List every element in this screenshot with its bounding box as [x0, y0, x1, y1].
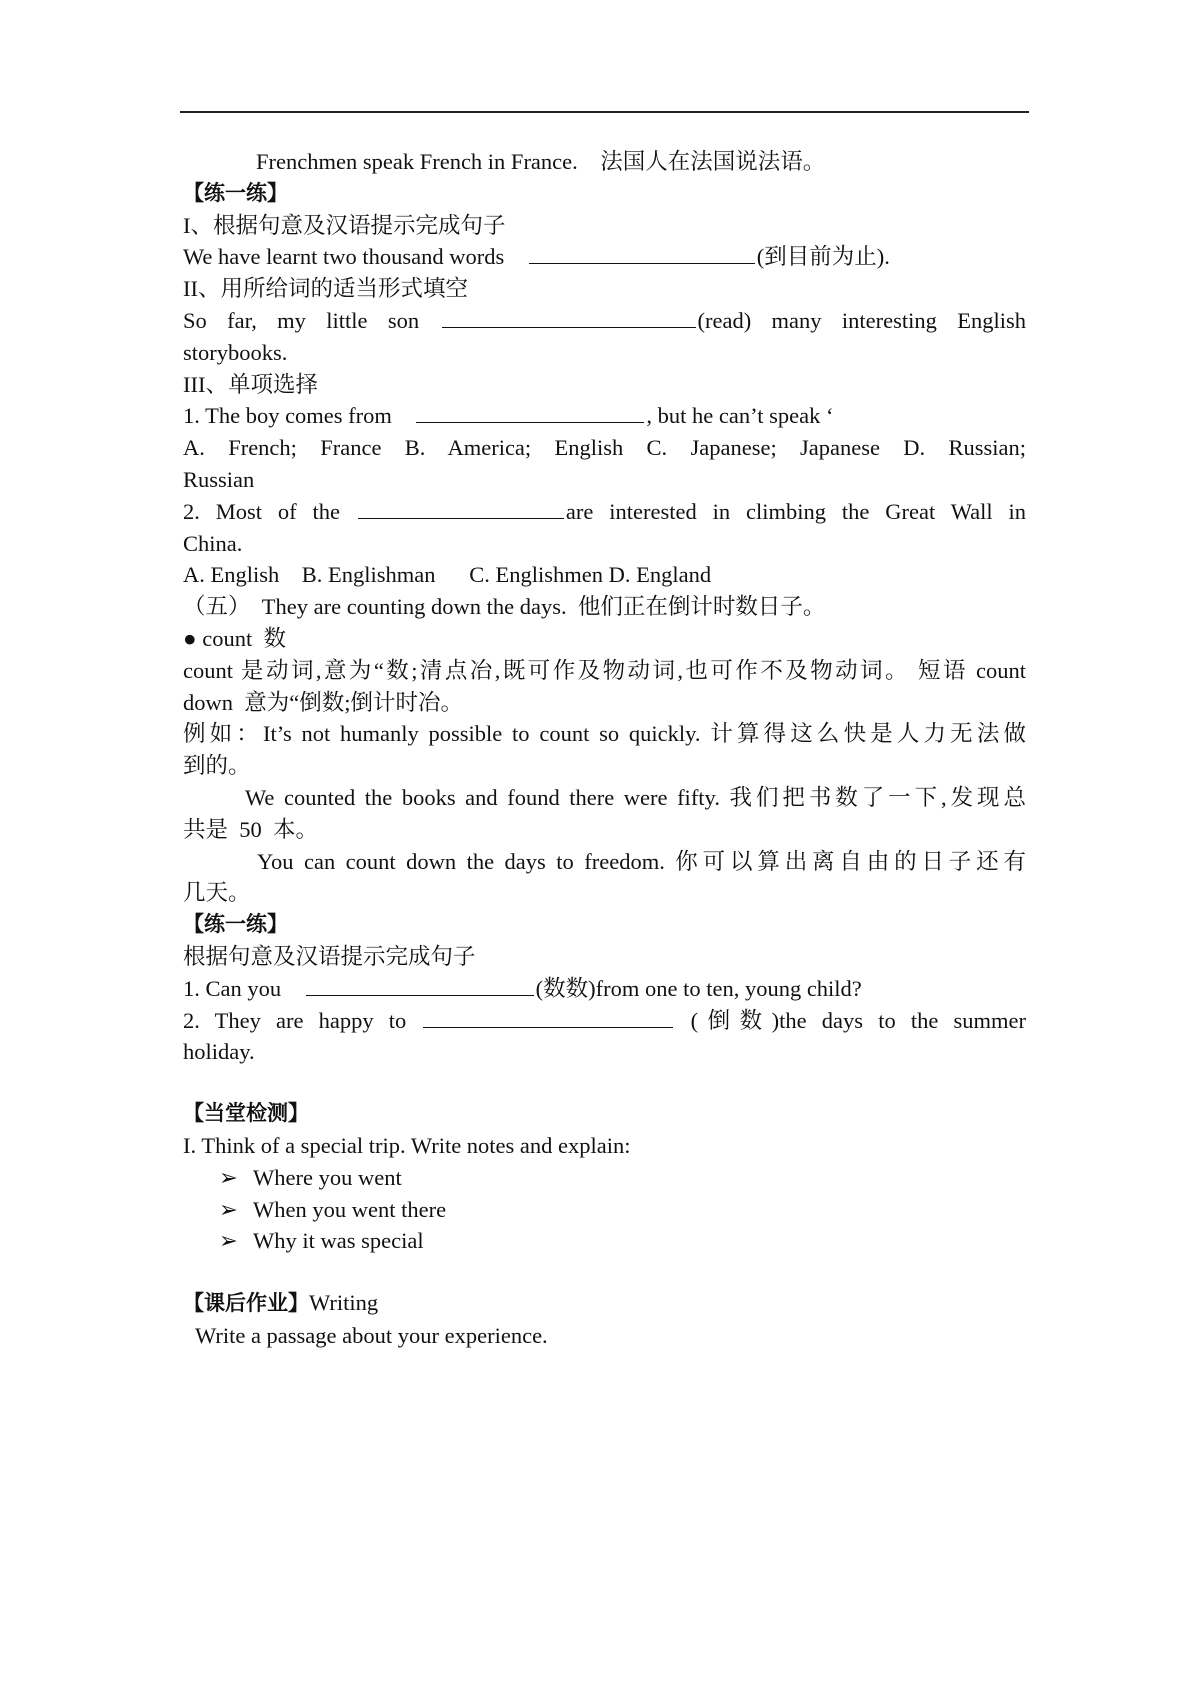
- spacer: [183, 1257, 1026, 1287]
- question-2: [183, 305, 1026, 337]
- arrowhead-bullet-icon: ➢: [219, 1196, 238, 1222]
- question-1: [183, 241, 1026, 273]
- section-heading-practice: 【练一练】: [183, 180, 288, 205]
- question-6: [183, 1005, 1026, 1037]
- example-sentence: Frenchmen speak French in France. 法国人在法国说法语。: [256, 149, 826, 174]
- arrowhead-bullet-icon: ➢: [219, 1164, 238, 1190]
- question-text: 2. Most of the: [183, 498, 341, 524]
- vocab-count: ● count 数: [183, 625, 286, 651]
- section-five-heading: （五） They are counting down the days. 他们正在倒计时数日子。: [183, 594, 826, 620]
- question-2-cont: storybooks.: [183, 339, 288, 365]
- homework-heading-label: 【课后作业】: [183, 1291, 309, 1316]
- arrowhead-bullet-icon: ➢: [219, 1228, 238, 1254]
- bullet-item: [183, 1194, 1026, 1226]
- question-text: are interested in climbing the Great Wall in: [565, 498, 1026, 524]
- section-heading-check: 【当堂检测】: [183, 1101, 309, 1126]
- question-5: [183, 973, 1026, 1005]
- example-2-cont: 共是 50 本。: [183, 816, 319, 842]
- question-hint: (倒数)the days to the summer: [690, 1007, 1026, 1033]
- question-text: So far, my little son: [183, 307, 420, 333]
- question-hint: (到目前为止).: [756, 244, 890, 270]
- section-heading-practice-2: 【练一练】: [183, 912, 288, 937]
- question-text: 2. They are happy to: [183, 1007, 407, 1033]
- question-6-cont: holiday.: [183, 1039, 255, 1065]
- answer-blank[interactable]: [416, 400, 644, 423]
- bullet-item: [183, 1162, 1026, 1194]
- instruction-2: II、用所给词的适当形式填空: [183, 276, 468, 302]
- question-text: 1. The boy comes from: [183, 403, 392, 429]
- instruction-4: 根据句意及汉语提示完成句子: [183, 943, 476, 969]
- task-instruction: I. Think of a special trip. Write notes and explain:: [183, 1132, 631, 1158]
- choice-options-1: A. French; France B. America; English C. Japanese; Japanese D. Russian;: [183, 435, 1026, 461]
- answer-blank[interactable]: [358, 496, 564, 519]
- answer-blank[interactable]: [423, 1005, 673, 1028]
- instruction-3: III、单项选择: [183, 371, 318, 397]
- example-2: We counted the books and found there were fifty. 我们把书数了一下,发现总: [245, 784, 1026, 810]
- worksheet-content: [183, 146, 1026, 1352]
- question-text: We have learnt two thousand words: [183, 244, 505, 270]
- example-3-cont: 几天。: [183, 880, 251, 906]
- instruction-1: I、根据句意及汉语提示完成句子: [183, 212, 506, 238]
- question-text: 1. Can you: [183, 975, 282, 1001]
- bullet-text: Why it was special: [253, 1228, 424, 1254]
- answer-blank[interactable]: [442, 305, 696, 328]
- header-rule: [180, 111, 1029, 113]
- choice-options-2: A. English B. Englishman C. Englishmen D. England: [183, 562, 712, 588]
- question-hint: (read) many interesting English: [697, 307, 1026, 333]
- question-text: , but he can’t speak ‘: [646, 403, 834, 429]
- homework-task: Write a passage about your experience.: [195, 1322, 548, 1348]
- homework-heading: [183, 1287, 1026, 1320]
- choice-question-2-cont: China.: [183, 530, 243, 556]
- answer-blank[interactable]: [306, 973, 534, 996]
- homework-heading-topic: Writing: [309, 1290, 379, 1316]
- explanation-line-1: count 是动词,意为“数;清点冶,既可作及物动词,也可作不及物动词。 短语 count: [183, 657, 1026, 683]
- choice-options-1-cont: Russian: [183, 466, 255, 492]
- choice-question-2: [183, 496, 1026, 528]
- spacer: [183, 1068, 1026, 1098]
- explanation-line-2: down 意为“倒数;倒计时冶。: [183, 689, 463, 715]
- bullet-text: Where you went: [253, 1164, 402, 1190]
- bullet-text: When you went there: [253, 1196, 447, 1222]
- choice-question-1: [183, 400, 1026, 432]
- example-1: 例如：It’s not humanly possible to count so quickly. 计算得这么快是人力无法做: [183, 721, 1026, 747]
- example-3: You can count down the days to freedom. 你可以算出离自由的日子还有: [257, 848, 1026, 874]
- example-1-cont: 到的。: [183, 753, 251, 779]
- bullet-item: [183, 1225, 1026, 1257]
- answer-blank[interactable]: [529, 241, 755, 264]
- question-hint: (数数)from one to ten, young child?: [535, 975, 862, 1001]
